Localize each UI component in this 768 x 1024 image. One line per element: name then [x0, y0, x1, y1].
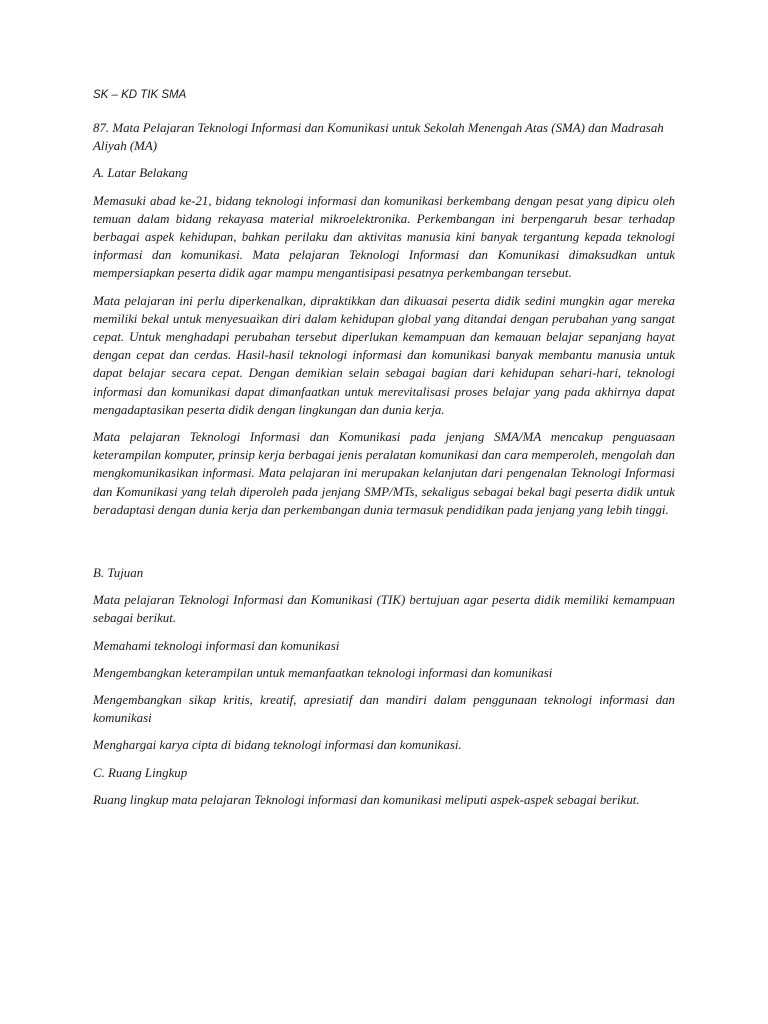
- section-a-heading: A. Latar Belakang: [93, 166, 188, 181]
- section-b-item: Mengembangkan keterampilan untuk memanfaatkan teknologi informasi dan komunikasi: [93, 665, 553, 680]
- document-header: SK – KD TIK SMA: [93, 89, 187, 101]
- section-b-item: Memahami teknologi informasi dan komunikasi: [93, 638, 340, 653]
- section-a-paragraph: Mata pelajaran ini perlu diperkenalkan, dipraktikkan dan dikuasai peserta didik sedini mungkin agar mereka memiliki bekal untuk menyesuaikan diri dalam kehidupan global yang ditandai dengan perubahan yang sangat cepat. Untuk menghadapi perubahan tersebut diperlukan kemampuan dan kemauan belajar sepanjang hayat dengan cepat dan cerdas. Hasil-hasil teknologi informasi dan komunikasi banyak membantu manusia untuk dapat belajar secara cepat. Dengan demikian selain sebagai bagian dari kehidupan sehari-hari, teknologi informasi dan komunikasi dapat dimanfaatkan untuk merevitalisasi proses belajar yang pada akhirnya dapat mengadaptasikan peserta didik dengan lingkungan dan dunia kerja.: [93, 293, 675, 417]
- section-c-intro: Ruang lingkup mata pelajaran Teknologi informasi dan komunikasi meliputi aspek-aspek sebagai berikut.: [93, 792, 640, 807]
- section-b-item: Menghargai karya cipta di bidang teknologi informasi dan komunikasi.: [93, 738, 462, 753]
- section-a-paragraph: Mata pelajaran Teknologi Informasi dan Komunikasi pada jenjang SMA/MA mencakup penguasaan keterampilan komputer, prinsip kerja berbagai jenis peralatan komunikasi dan cara memperoleh, mengolah dan mengkomunikasikan informasi. Mata pelajaran ini merupakan kelanjutan dari pengenalan Teknologi Informasi dan Komunikasi yang telah diperoleh pada jenjang SMP/MTs, sekaligus sebagai bekal bagi peserta didik untuk beradaptasi dengan dunia kerja dan perkembangan dunia termasuk pendidikan pada jenjang yang lebih tinggi.: [93, 430, 675, 517]
- document-title: 87. Mata Pelajaran Teknologi Informasi dan Komunikasi untuk Sekolah Menengah Atas (SMA) dan Madrasah Aliyah (MA): [93, 121, 664, 154]
- section-b-intro: Mata pelajaran Teknologi Informasi dan Komunikasi (TIK) bertujuan agar peserta didik memiliki kemampuan sebagai berikut.: [93, 593, 675, 626]
- section-a-paragraph: Memasuki abad ke-21, bidang teknologi informasi dan komunikasi berkembang dengan pesat yang dipicu oleh temuan dalam bidang rekayasa material mikroelektronika. Perkembangan ini berpengaruh besar terhadap berbagai aspek kehidupan, bahkan perilaku dan aktivitas manusia kini banyak tergantung kepada teknologi informasi dan komunikasi. Mata pelajaran Teknologi Informasi dan Komunikasi dimaksudkan untuk mempersiapkan peserta didik agar mampu mengantisipasi pesatnya perkembangan tersebut.: [93, 193, 675, 281]
- section-spacer: [93, 528, 675, 564]
- section-c-heading: C. Ruang Lingkup: [93, 765, 188, 780]
- section-b-heading: B. Tujuan: [93, 566, 144, 581]
- section-b-item: Mengembangkan sikap kritis, kreatif, apresiatif dan mandiri dalam penggunaan teknologi informasi dan komunikasi: [93, 693, 675, 726]
- document-body: [93, 119, 675, 818]
